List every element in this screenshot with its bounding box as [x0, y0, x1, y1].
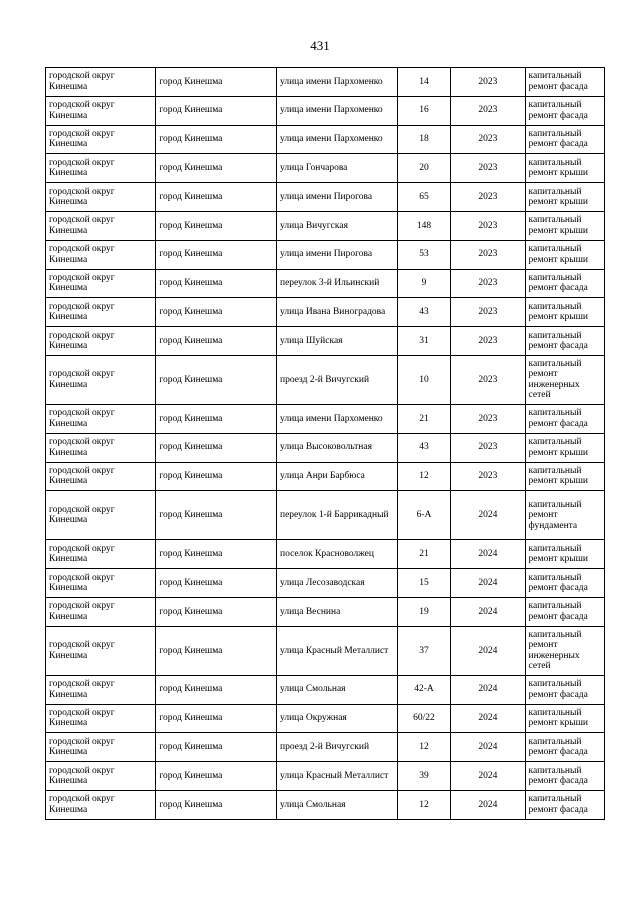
table-row — [46, 675, 605, 704]
table-row — [46, 125, 605, 154]
year-cell: 2023 — [451, 298, 525, 327]
work-type-cell: капитальный ремонт крыши — [525, 433, 604, 462]
okrug-cell: городской округ Кинешма — [46, 154, 156, 183]
city-cell: город Кинешма — [156, 68, 277, 97]
work-type-cell: капитальный ремонт крыши — [525, 240, 604, 269]
city-cell: город Кинешма — [156, 154, 277, 183]
city-cell: город Кинешма — [156, 96, 277, 125]
street-cell: проезд 2-й Вичугский — [277, 733, 398, 762]
city-cell: город Кинешма — [156, 491, 277, 540]
work-type-cell: капитальный ремонт фасада — [525, 733, 604, 762]
street-cell: улица Гончарова — [277, 154, 398, 183]
work-type-cell: капитальный ремонт крыши — [525, 704, 604, 733]
street-cell: улица Красный Металлист — [277, 762, 398, 791]
table-row — [46, 327, 605, 356]
city-cell: город Кинешма — [156, 704, 277, 733]
city-cell: город Кинешма — [156, 355, 277, 404]
okrug-cell: городской округ Кинешма — [46, 540, 156, 569]
house-number-cell: 6-А — [397, 491, 451, 540]
city-cell: город Кинешма — [156, 790, 277, 819]
city-cell: город Кинешма — [156, 125, 277, 154]
okrug-cell: городской округ Кинешма — [46, 355, 156, 404]
okrug-cell: городской округ Кинешма — [46, 569, 156, 598]
street-cell: улица Ивана Виноградова — [277, 298, 398, 327]
work-type-cell: капитальный ремонт крыши — [525, 211, 604, 240]
city-cell: город Кинешма — [156, 733, 277, 762]
city-cell: город Кинешма — [156, 597, 277, 626]
house-number-cell: 12 — [397, 790, 451, 819]
table-row — [46, 298, 605, 327]
okrug-cell: городской округ Кинешма — [46, 327, 156, 356]
street-cell: улица имени Пирогова — [277, 240, 398, 269]
year-cell: 2023 — [451, 154, 525, 183]
year-cell: 2023 — [451, 125, 525, 154]
street-cell: улица Шуйская — [277, 327, 398, 356]
okrug-cell: городской округ Кинешма — [46, 626, 156, 675]
city-cell: город Кинешма — [156, 327, 277, 356]
city-cell: город Кинешма — [156, 675, 277, 704]
house-number-cell: 12 — [397, 733, 451, 762]
street-cell: улица Окружная — [277, 704, 398, 733]
work-type-cell: капитальный ремонт фасада — [525, 675, 604, 704]
table-row — [46, 540, 605, 569]
okrug-cell: городской округ Кинешма — [46, 404, 156, 433]
okrug-cell: городской округ Кинешма — [46, 125, 156, 154]
table-row — [46, 404, 605, 433]
year-cell: 2023 — [451, 404, 525, 433]
city-cell: город Кинешма — [156, 404, 277, 433]
year-cell: 2024 — [451, 675, 525, 704]
table-row — [46, 597, 605, 626]
okrug-cell: городской округ Кинешма — [46, 96, 156, 125]
city-cell: город Кинешма — [156, 626, 277, 675]
work-type-cell: капитальный ремонт фасада — [525, 327, 604, 356]
house-number-cell: 14 — [397, 68, 451, 97]
okrug-cell: городской округ Кинешма — [46, 733, 156, 762]
city-cell: город Кинешма — [156, 762, 277, 791]
house-number-cell: 19 — [397, 597, 451, 626]
table-row — [46, 183, 605, 212]
street-cell: улица Красный Металлист — [277, 626, 398, 675]
year-cell: 2024 — [451, 762, 525, 791]
work-type-cell: капитальный ремонт фасада — [525, 96, 604, 125]
street-cell: переулок 3-й Ильинский — [277, 269, 398, 298]
okrug-cell: городской округ Кинешма — [46, 298, 156, 327]
work-type-cell: капитальный ремонт фасада — [525, 569, 604, 598]
house-number-cell: 21 — [397, 404, 451, 433]
house-number-cell: 31 — [397, 327, 451, 356]
okrug-cell: городской округ Кинешма — [46, 433, 156, 462]
street-cell: улица имени Пархоменко — [277, 96, 398, 125]
year-cell: 2024 — [451, 491, 525, 540]
year-cell: 2024 — [451, 540, 525, 569]
year-cell: 2024 — [451, 626, 525, 675]
page-number: 431 — [310, 38, 330, 53]
city-cell: город Кинешма — [156, 298, 277, 327]
year-cell: 2024 — [451, 733, 525, 762]
table-row — [46, 154, 605, 183]
work-type-cell: капитальный ремонт инженерных сетей — [525, 626, 604, 675]
city-cell: город Кинешма — [156, 462, 277, 491]
city-cell: город Кинешма — [156, 569, 277, 598]
okrug-cell: городской округ Кинешма — [46, 597, 156, 626]
street-cell: улица имени Пархоменко — [277, 68, 398, 97]
year-cell: 2023 — [451, 68, 525, 97]
okrug-cell: городской округ Кинешма — [46, 675, 156, 704]
work-type-cell: капитальный ремонт фасада — [525, 597, 604, 626]
year-cell: 2023 — [451, 269, 525, 298]
work-type-cell: капитальный ремонт крыши — [525, 154, 604, 183]
work-type-cell: капитальный ремонт инженерных сетей — [525, 355, 604, 404]
table-row — [46, 491, 605, 540]
work-type-cell: капитальный ремонт фасада — [525, 762, 604, 791]
table-row — [46, 96, 605, 125]
city-cell: город Кинешма — [156, 183, 277, 212]
year-cell: 2023 — [451, 327, 525, 356]
city-cell: город Кинешма — [156, 211, 277, 240]
street-cell: улица Высоковольтная — [277, 433, 398, 462]
year-cell: 2023 — [451, 240, 525, 269]
year-cell: 2023 — [451, 462, 525, 491]
table-row — [46, 433, 605, 462]
house-number-cell: 21 — [397, 540, 451, 569]
okrug-cell: городской округ Кинешма — [46, 762, 156, 791]
house-number-cell: 42-А — [397, 675, 451, 704]
street-cell: переулок 1-й Баррикадный — [277, 491, 398, 540]
street-cell: улица имени Пирогова — [277, 183, 398, 212]
table-row — [46, 355, 605, 404]
work-type-cell: капитальный ремонт фундамента — [525, 491, 604, 540]
house-number-cell: 20 — [397, 154, 451, 183]
street-cell: улица Лесозаводская — [277, 569, 398, 598]
street-cell: улица имени Пархоменко — [277, 404, 398, 433]
okrug-cell: городской округ Кинешма — [46, 183, 156, 212]
okrug-cell: городской округ Кинешма — [46, 240, 156, 269]
table-row — [46, 762, 605, 791]
work-type-cell: капитальный ремонт крыши — [525, 462, 604, 491]
work-type-cell: капитальный ремонт крыши — [525, 298, 604, 327]
repair-schedule-table — [45, 67, 605, 820]
street-cell: улица Смольная — [277, 675, 398, 704]
year-cell: 2023 — [451, 355, 525, 404]
year-cell: 2024 — [451, 790, 525, 819]
house-number-cell: 43 — [397, 298, 451, 327]
house-number-cell: 53 — [397, 240, 451, 269]
year-cell: 2023 — [451, 183, 525, 212]
table-row — [46, 790, 605, 819]
city-cell: город Кинешма — [156, 540, 277, 569]
city-cell: город Кинешма — [156, 433, 277, 462]
city-cell: город Кинешма — [156, 240, 277, 269]
year-cell: 2024 — [451, 597, 525, 626]
street-cell: поселок Красноволжец — [277, 540, 398, 569]
table-row — [46, 704, 605, 733]
work-type-cell: капитальный ремонт фасада — [525, 68, 604, 97]
house-number-cell: 39 — [397, 762, 451, 791]
street-cell: улица Анри Барбюса — [277, 462, 398, 491]
house-number-cell: 65 — [397, 183, 451, 212]
house-number-cell: 18 — [397, 125, 451, 154]
street-cell: проезд 2-й Вичугский — [277, 355, 398, 404]
okrug-cell: городской округ Кинешма — [46, 491, 156, 540]
year-cell: 2023 — [451, 433, 525, 462]
work-type-cell: капитальный ремонт фасада — [525, 125, 604, 154]
table-row — [46, 569, 605, 598]
work-type-cell: капитальный ремонт фасада — [525, 269, 604, 298]
house-number-cell: 148 — [397, 211, 451, 240]
table-row — [46, 68, 605, 97]
okrug-cell: городской округ Кинешма — [46, 269, 156, 298]
year-cell: 2024 — [451, 569, 525, 598]
table-row — [46, 240, 605, 269]
city-cell: город Кинешма — [156, 269, 277, 298]
house-number-cell: 12 — [397, 462, 451, 491]
table-body — [46, 68, 605, 820]
house-number-cell: 9 — [397, 269, 451, 298]
okrug-cell: городской округ Кинешма — [46, 211, 156, 240]
street-cell: улица имени Пархоменко — [277, 125, 398, 154]
okrug-cell: городской округ Кинешма — [46, 704, 156, 733]
street-cell: улица Смольная — [277, 790, 398, 819]
year-cell: 2024 — [451, 704, 525, 733]
street-cell: улица Веснина — [277, 597, 398, 626]
table-row — [46, 269, 605, 298]
work-type-cell: капитальный ремонт крыши — [525, 183, 604, 212]
work-type-cell: капитальный ремонт фасада — [525, 404, 604, 433]
house-number-cell: 37 — [397, 626, 451, 675]
house-number-cell: 10 — [397, 355, 451, 404]
street-cell: улица Вичугская — [277, 211, 398, 240]
house-number-cell: 60/22 — [397, 704, 451, 733]
table-row — [46, 626, 605, 675]
house-number-cell: 16 — [397, 96, 451, 125]
house-number-cell: 43 — [397, 433, 451, 462]
table-row — [46, 462, 605, 491]
work-type-cell: капитальный ремонт фасада — [525, 790, 604, 819]
okrug-cell: городской округ Кинешма — [46, 790, 156, 819]
okrug-cell: городской округ Кинешма — [46, 68, 156, 97]
okrug-cell: городской округ Кинешма — [46, 462, 156, 491]
year-cell: 2023 — [451, 96, 525, 125]
year-cell: 2023 — [451, 211, 525, 240]
house-number-cell: 15 — [397, 569, 451, 598]
table-row — [46, 733, 605, 762]
table-row — [46, 211, 605, 240]
work-type-cell: капитальный ремонт крыши — [525, 540, 604, 569]
